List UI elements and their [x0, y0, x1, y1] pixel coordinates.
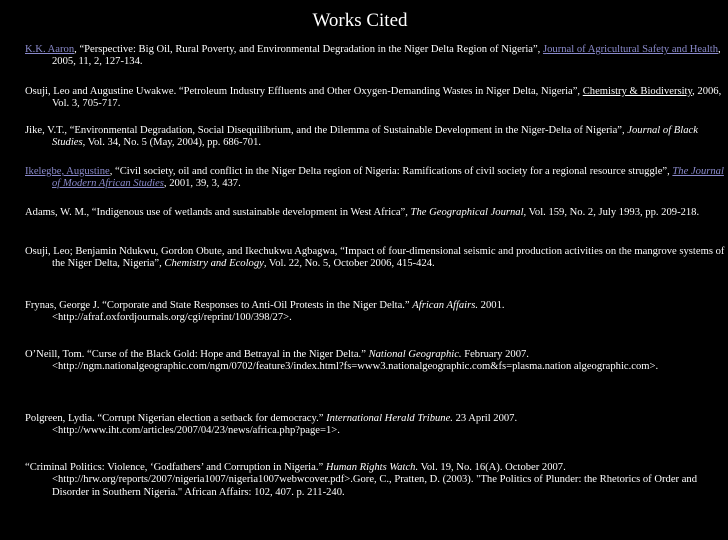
- journal-title: Chemistry & Biodiversity: [582, 86, 693, 97]
- citation-text: , “Civil society, oil and conflict in the Niger Delta region of Nigeria: Ramifications of civil society for a regional resource struggle”,: [109, 166, 673, 177]
- citation-text: , “Perspective: Big Oil, Rural Poverty, and Environmental Degradation in the Niger Delta Region of Nigeria”,: [74, 44, 543, 55]
- journal-title: National Geographic.: [368, 349, 462, 360]
- citation-text: Osuji, Leo and Augustine Uwakwe. “Petroleum Industry Effluents and Other Oxygen-Demanding Wastes in Niger Delta, Nigeria”,: [25, 86, 583, 97]
- citation-details: , Vol. 34, No. 5 (May, 2004), pp. 686-701.: [82, 137, 262, 149]
- citation-details: , Vol. 22, No. 5, October 2006, 415-424.: [263, 258, 435, 270]
- journal-link[interactable]: Journal of Agricultural Safety and Health: [542, 44, 719, 55]
- citation-osuji-ndukwu: [25, 246, 728, 271]
- citation-aaron: [25, 44, 728, 69]
- citation-details: February 2007. <http://ngm.nationalgeographic.com/ngm/0702/feature3/index.html?fs=www3.nationalgeographic.com&fs=plasma.nation algeographic.com>.: [52, 349, 659, 373]
- citation-details: Vol. 159, No. 2, July 1993, pp. 209-218.: [526, 207, 700, 218]
- citation-details: , 2001, 39, 3, 437.: [163, 178, 241, 190]
- citation-text: Jike, V.T., “Environmental Degradation, Social Disequilibrium, and the Dilemma of Sustainable Development in the Niger-Delta of Nigeria”,: [25, 125, 628, 136]
- citation-details: , 2006, Vol. 3, 705-717.: [52, 86, 722, 110]
- journal-title: International Herald Tribune.: [326, 413, 453, 424]
- citation-text: Frynas, George J. “Corporate and State Responses to Anti-Oil Protests in the Niger Delta.”: [25, 300, 413, 311]
- citation-frynas: [25, 300, 728, 325]
- citation-details: Vol. 19, No. 16(A). October 2007. <http://hrw.org/reports/2007/nigeria1007/nigeria1007webwcover.pdf>.Gore, C., Pratten, D. (2003). "The Politics of Plunder: the Rhetorics of Order and Disorder in Southern Nigeria." African Affairs: 102, 407. p. 211-240.: [52, 462, 697, 498]
- citation-osuji-uwakwe: [25, 86, 728, 111]
- citation-hrw: [25, 462, 728, 499]
- journal-title: The Geographical Journal,: [410, 207, 527, 218]
- citation-text: Adams, W. M., “Indigenous use of wetlands and sustainable development in West Africa”,: [25, 207, 411, 218]
- citation-jike: [25, 125, 728, 150]
- citation-details: 23 April 2007. <http://www.iht.com/articles/2007/04/23/news/africa.php?page=1>.: [52, 413, 518, 437]
- citation-details: 2001. <http://afraf.oxfordjournals.org/cgi/reprint/100/398/27>.: [52, 300, 505, 324]
- journal-title: Human Rights Watch.: [325, 462, 419, 473]
- citation-text: “Criminal Politics: Violence, ‘Godfathers’ and Corruption in Nigeria.”: [25, 462, 326, 473]
- author-link[interactable]: K.K. Aaron: [25, 44, 75, 55]
- citation-text: Polgreen, Lydia. “Corrupt Nigerian election a setback for democracy.”: [25, 413, 327, 424]
- citation-text: Osuji, Leo; Benjamin Ndukwu, Gordon Obute, and Ikechukwu Agbagwa, “Impact of four-dimensional seismic and production activities on the mangrove systems of the Niger Delta, Nigeria”,: [25, 246, 725, 270]
- citation-details: , 2005, 11, 2, 127-134.: [52, 44, 721, 68]
- citation-adams: [25, 207, 728, 219]
- journal-link[interactable]: The Journal of Modern African Studies: [52, 166, 724, 190]
- journal-title: Journal of Black Studies: [52, 125, 698, 149]
- citation-text: O’Neill, Tom. “Curse of the Black Gold: Hope and Betrayal in the Niger Delta.”: [25, 349, 369, 360]
- author-link[interactable]: Ikelegbe, Augustine: [25, 166, 110, 177]
- journal-title: African Affairs.: [412, 300, 479, 311]
- page-title: Works Cited: [312, 10, 408, 31]
- citation-ikelegbe: [25, 166, 728, 191]
- citation-oneill: [25, 349, 728, 374]
- journal-title: Chemistry and Ecology: [164, 258, 264, 270]
- citation-polgreen: [25, 413, 728, 438]
